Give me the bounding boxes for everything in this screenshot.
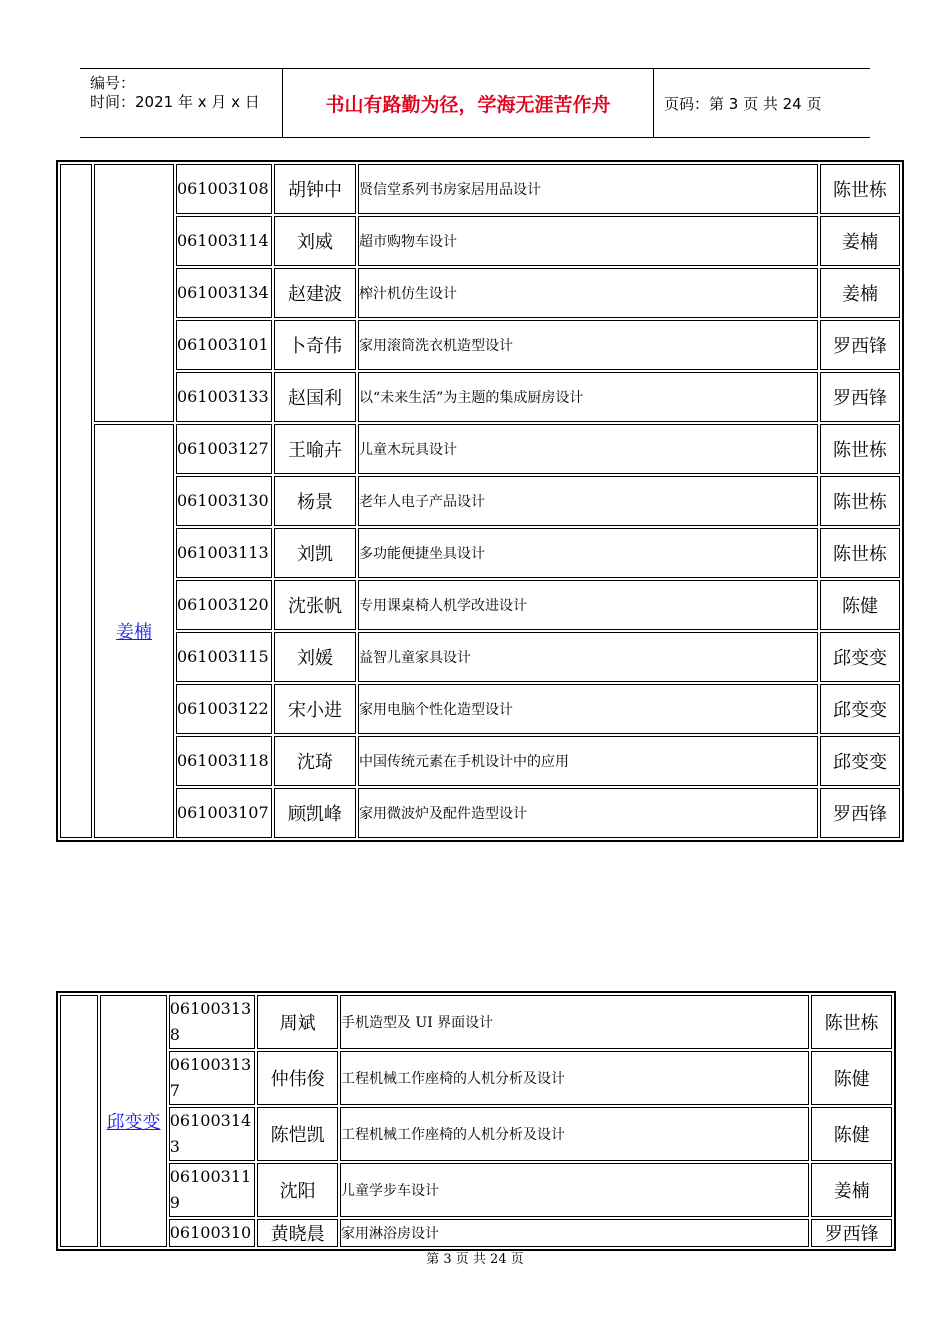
student-id: 061003134 bbox=[176, 268, 272, 318]
advisor-name: 陈健 bbox=[811, 1051, 892, 1105]
table-row bbox=[60, 164, 900, 214]
thesis-topic: 中国传统元素在手机设计中的应用 bbox=[358, 736, 818, 786]
thesis-topic: 家用电脑个性化造型设计 bbox=[358, 684, 818, 734]
thesis-topic: 以“未来生活”为主题的集成厨房设计 bbox=[358, 372, 818, 422]
table-row bbox=[60, 1051, 892, 1105]
thesis-topic: 家用微波炉及配件造型设计 bbox=[358, 788, 818, 838]
student-name: 黄晓晨 bbox=[257, 1219, 338, 1247]
thesis-topic: 榨汁机仿生设计 bbox=[358, 268, 818, 318]
thesis-topic: 工程机械工作座椅的人机分析及设计 bbox=[340, 1107, 809, 1161]
student-name: 周斌 bbox=[257, 995, 338, 1049]
table-row bbox=[60, 1163, 892, 1217]
advisor-name: 罗西锋 bbox=[811, 1219, 892, 1247]
date-label: 时间：2021 年 x 月 x 日 bbox=[90, 93, 260, 111]
student-id: 061003108 bbox=[176, 164, 272, 214]
advisor-name: 姜楠 bbox=[820, 268, 900, 318]
advisor-name: 姜楠 bbox=[820, 216, 900, 266]
student-name: 卜奇伟 bbox=[274, 320, 356, 370]
table-row bbox=[60, 995, 892, 1049]
student-name: 刘威 bbox=[274, 216, 356, 266]
table-row bbox=[60, 632, 900, 682]
student-name: 陈恺凯 bbox=[257, 1107, 338, 1161]
header-meta bbox=[80, 69, 283, 137]
supervisor-cell bbox=[94, 424, 174, 838]
table-row bbox=[60, 216, 900, 266]
table-row bbox=[60, 736, 900, 786]
supervisor-cell bbox=[100, 995, 166, 1247]
student-id: 061003119 bbox=[169, 1163, 256, 1217]
student-id: 061003133 bbox=[176, 372, 272, 422]
advisor-name: 罗西锋 bbox=[820, 788, 900, 838]
advisor-name: 陈世栋 bbox=[820, 528, 900, 578]
student-name: 赵建波 bbox=[274, 268, 356, 318]
advisor-name: 陈世栋 bbox=[820, 476, 900, 526]
advisor-name: 陈健 bbox=[820, 580, 900, 630]
thesis-topic: 老年人电子产品设计 bbox=[358, 476, 818, 526]
student-name: 刘媛 bbox=[274, 632, 356, 682]
page-header bbox=[80, 68, 870, 138]
student-name: 顾凯峰 bbox=[274, 788, 356, 838]
group-blank-cell bbox=[60, 995, 98, 1247]
thesis-topic: 手机造型及 UI 界面设计 bbox=[340, 995, 809, 1049]
student-id: 061003113 bbox=[176, 528, 272, 578]
table-row bbox=[60, 372, 900, 422]
supervisor-link[interactable]: 姜楠 bbox=[116, 622, 152, 643]
table-row bbox=[60, 580, 900, 630]
student-id: 061003118 bbox=[176, 736, 272, 786]
thesis-topic: 多功能便捷坐具设计 bbox=[358, 528, 818, 578]
student-id: 061003130 bbox=[176, 476, 272, 526]
advisor-name: 邱变变 bbox=[820, 632, 900, 682]
table-row bbox=[60, 788, 900, 838]
supervisor-link[interactable]: 邱变变 bbox=[106, 1112, 161, 1133]
student-id: 061003143 bbox=[169, 1107, 256, 1161]
supervisor-cell bbox=[94, 164, 174, 422]
student-name: 宋小进 bbox=[274, 684, 356, 734]
table-row bbox=[60, 528, 900, 578]
page-footer: 第 3 页 共 24 页 bbox=[426, 1252, 524, 1267]
student-name: 沈阳 bbox=[257, 1163, 338, 1217]
student-name: 沈琦 bbox=[274, 736, 356, 786]
student-id: 06100310 bbox=[169, 1219, 256, 1247]
table-row bbox=[60, 424, 900, 474]
table-row bbox=[60, 476, 900, 526]
page-info: 页码：第 3 页 共 24 页 bbox=[664, 94, 822, 113]
advisor-name: 邱变变 bbox=[820, 684, 900, 734]
student-name: 刘凯 bbox=[274, 528, 356, 578]
thesis-topic: 家用滚筒洗衣机造型设计 bbox=[358, 320, 818, 370]
advisor-name: 陈世栋 bbox=[811, 995, 892, 1049]
student-id: 061003127 bbox=[176, 424, 272, 474]
table-row bbox=[60, 268, 900, 318]
student-id: 061003101 bbox=[176, 320, 272, 370]
student-name: 杨景 bbox=[274, 476, 356, 526]
student-id: 061003122 bbox=[176, 684, 272, 734]
student-id: 061003120 bbox=[176, 580, 272, 630]
student-name: 赵国利 bbox=[274, 372, 356, 422]
student-id: 061003107 bbox=[176, 788, 272, 838]
thesis-topic: 家用淋浴房设计 bbox=[340, 1219, 809, 1247]
student-name: 沈张帆 bbox=[274, 580, 356, 630]
thesis-topic: 儿童学步车设计 bbox=[340, 1163, 809, 1217]
table-row bbox=[60, 1219, 892, 1247]
table-row bbox=[60, 1107, 892, 1161]
advisor-name: 邱变变 bbox=[820, 736, 900, 786]
thesis-topic: 益智儿童家具设计 bbox=[358, 632, 818, 682]
advisor-name: 陈世栋 bbox=[820, 424, 900, 474]
student-id: 061003138 bbox=[169, 995, 256, 1049]
number-label: 编号： bbox=[90, 74, 136, 92]
thesis-table-2 bbox=[56, 991, 896, 1251]
thesis-topic: 贤信堂系列书房家居用品设计 bbox=[358, 164, 818, 214]
thesis-topic: 儿童木玩具设计 bbox=[358, 424, 818, 474]
student-name: 胡钟中 bbox=[274, 164, 356, 214]
student-id: 061003114 bbox=[176, 216, 272, 266]
advisor-name: 陈健 bbox=[811, 1107, 892, 1161]
thesis-topic: 工程机械工作座椅的人机分析及设计 bbox=[340, 1051, 809, 1105]
advisor-name: 姜楠 bbox=[811, 1163, 892, 1217]
student-name: 仲伟俊 bbox=[257, 1051, 338, 1105]
group-blank-cell bbox=[60, 164, 92, 838]
table-row bbox=[60, 684, 900, 734]
thesis-topic: 专用课桌椅人机学改进设计 bbox=[358, 580, 818, 630]
advisor-name: 罗西锋 bbox=[820, 320, 900, 370]
thesis-table-1 bbox=[56, 160, 904, 842]
student-id: 061003137 bbox=[169, 1051, 256, 1105]
student-name: 王喻卉 bbox=[274, 424, 356, 474]
thesis-topic: 超市购物车设计 bbox=[358, 216, 818, 266]
advisor-name: 罗西锋 bbox=[820, 372, 900, 422]
table-row bbox=[60, 320, 900, 370]
motto: 书山有路勤为径，学海无涯苦作舟 bbox=[283, 69, 654, 137]
student-id: 061003115 bbox=[176, 632, 272, 682]
advisor-name: 陈世栋 bbox=[820, 164, 900, 214]
